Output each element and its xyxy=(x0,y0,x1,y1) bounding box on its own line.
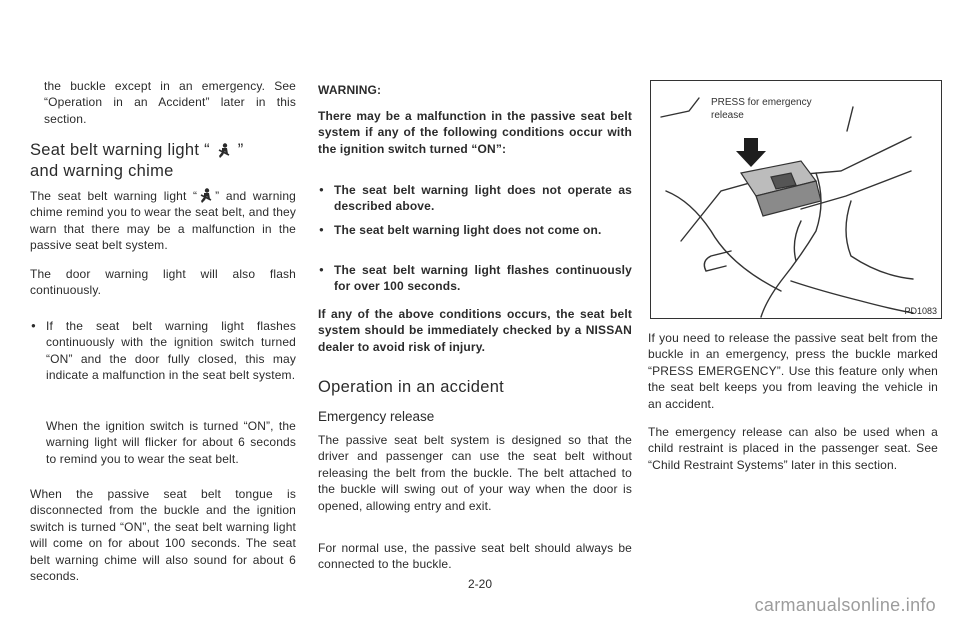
operation-heading: Operation in an accident xyxy=(318,378,505,396)
page-number: 2-20 xyxy=(467,577,493,591)
warning-bullet-2: ● The seat belt warning light does not come on. xyxy=(318,222,632,238)
warning-intro: There may be a malfunction in the passive seat belt system if any of the following conditions occur with the ignition switch turned “ON”: xyxy=(318,109,632,156)
illustration-label-2: release xyxy=(711,110,744,121)
warning-bullet-3: ● The seat belt warning light flashes continuously for over 100 seconds. xyxy=(318,262,632,295)
emergency-release-subheading: Emergency release xyxy=(318,409,435,424)
heading-line1-end: ” xyxy=(237,141,244,159)
intro-paragraph: the buckle except in an emergency. See “Operation in an Accident” later in this section. xyxy=(44,79,296,126)
warning-title: WARNING: xyxy=(318,83,382,97)
buckle-illustration xyxy=(651,81,941,318)
seat-belt-paragraph-3: When the passive seat belt tongue is disconnected from the buckle and the ignition switch is turned “ON”, the seat belt warning light will come on for about 100 seconds. The seat belt warning chime will also sound for about 6 seconds. xyxy=(30,487,296,584)
heading-line1: Seat belt warning light “ xyxy=(30,141,210,159)
seat-belt-paragraph-2: The door warning light will also flash continuously. xyxy=(30,267,296,298)
seat-belt-bullet: ● If the seat belt warning light flashes continuously with the ignition switch turned “ON” and the door fully closed, this may indicate a malfunction in the seat belt system. xyxy=(30,318,296,384)
seat-belt-icon xyxy=(217,143,231,159)
seat-belt-heading xyxy=(30,140,296,182)
operation-paragraph-1: The passive seat belt system is designed so that the driver and passenger can use the seat belt without releasing the belt from the buckle. The belt attached to the buckle will swing out of your way when the door is opened, allowing entry and exit. xyxy=(318,433,632,513)
illustration-label-1: PRESS for emergency xyxy=(711,97,812,108)
release-paragraph-2: The emergency release can also be used when a child restraint is placed in the passenger seat. See “Child Restraint Systems” later in this section. xyxy=(648,425,938,472)
seat-belt-paragraph-1: The seat belt warning light “ ” and warning chime remind you to wear the seat belt, and they warn that there may be a malfunction in the passive seat belt system. xyxy=(30,189,297,253)
watermark: carmanualsonline.info xyxy=(754,595,936,615)
heading-line2: and warning chime xyxy=(30,162,174,180)
seat-belt-bullet-cont: When the ignition switch is turned “ON”, the warning light will flicker for about 6 seconds to remind you to wear the seat belt. xyxy=(46,419,296,466)
release-paragraph-1: If you need to release the passive seat belt from the buckle in an emergency, press the buckle marked “PRESS EMERGENCY”. Use this feature only when the seat belt keeps you from leaving the vehicle in an accident. xyxy=(648,331,938,411)
warning-close: If any of the above conditions occurs, the seat belt system should be immediately checked by a NISSAN dealer to avoid risk of injury. xyxy=(318,307,632,354)
emergency-release-illustration xyxy=(650,80,942,319)
operation-paragraph-2: For normal use, the passive seat belt should always be connected to the buckle. xyxy=(318,541,632,572)
warning-bullet-1: ● The seat belt warning light does not operate as described above. xyxy=(318,182,632,215)
illustration-code: PD1083 xyxy=(904,306,937,316)
seat-belt-icon xyxy=(199,188,213,204)
